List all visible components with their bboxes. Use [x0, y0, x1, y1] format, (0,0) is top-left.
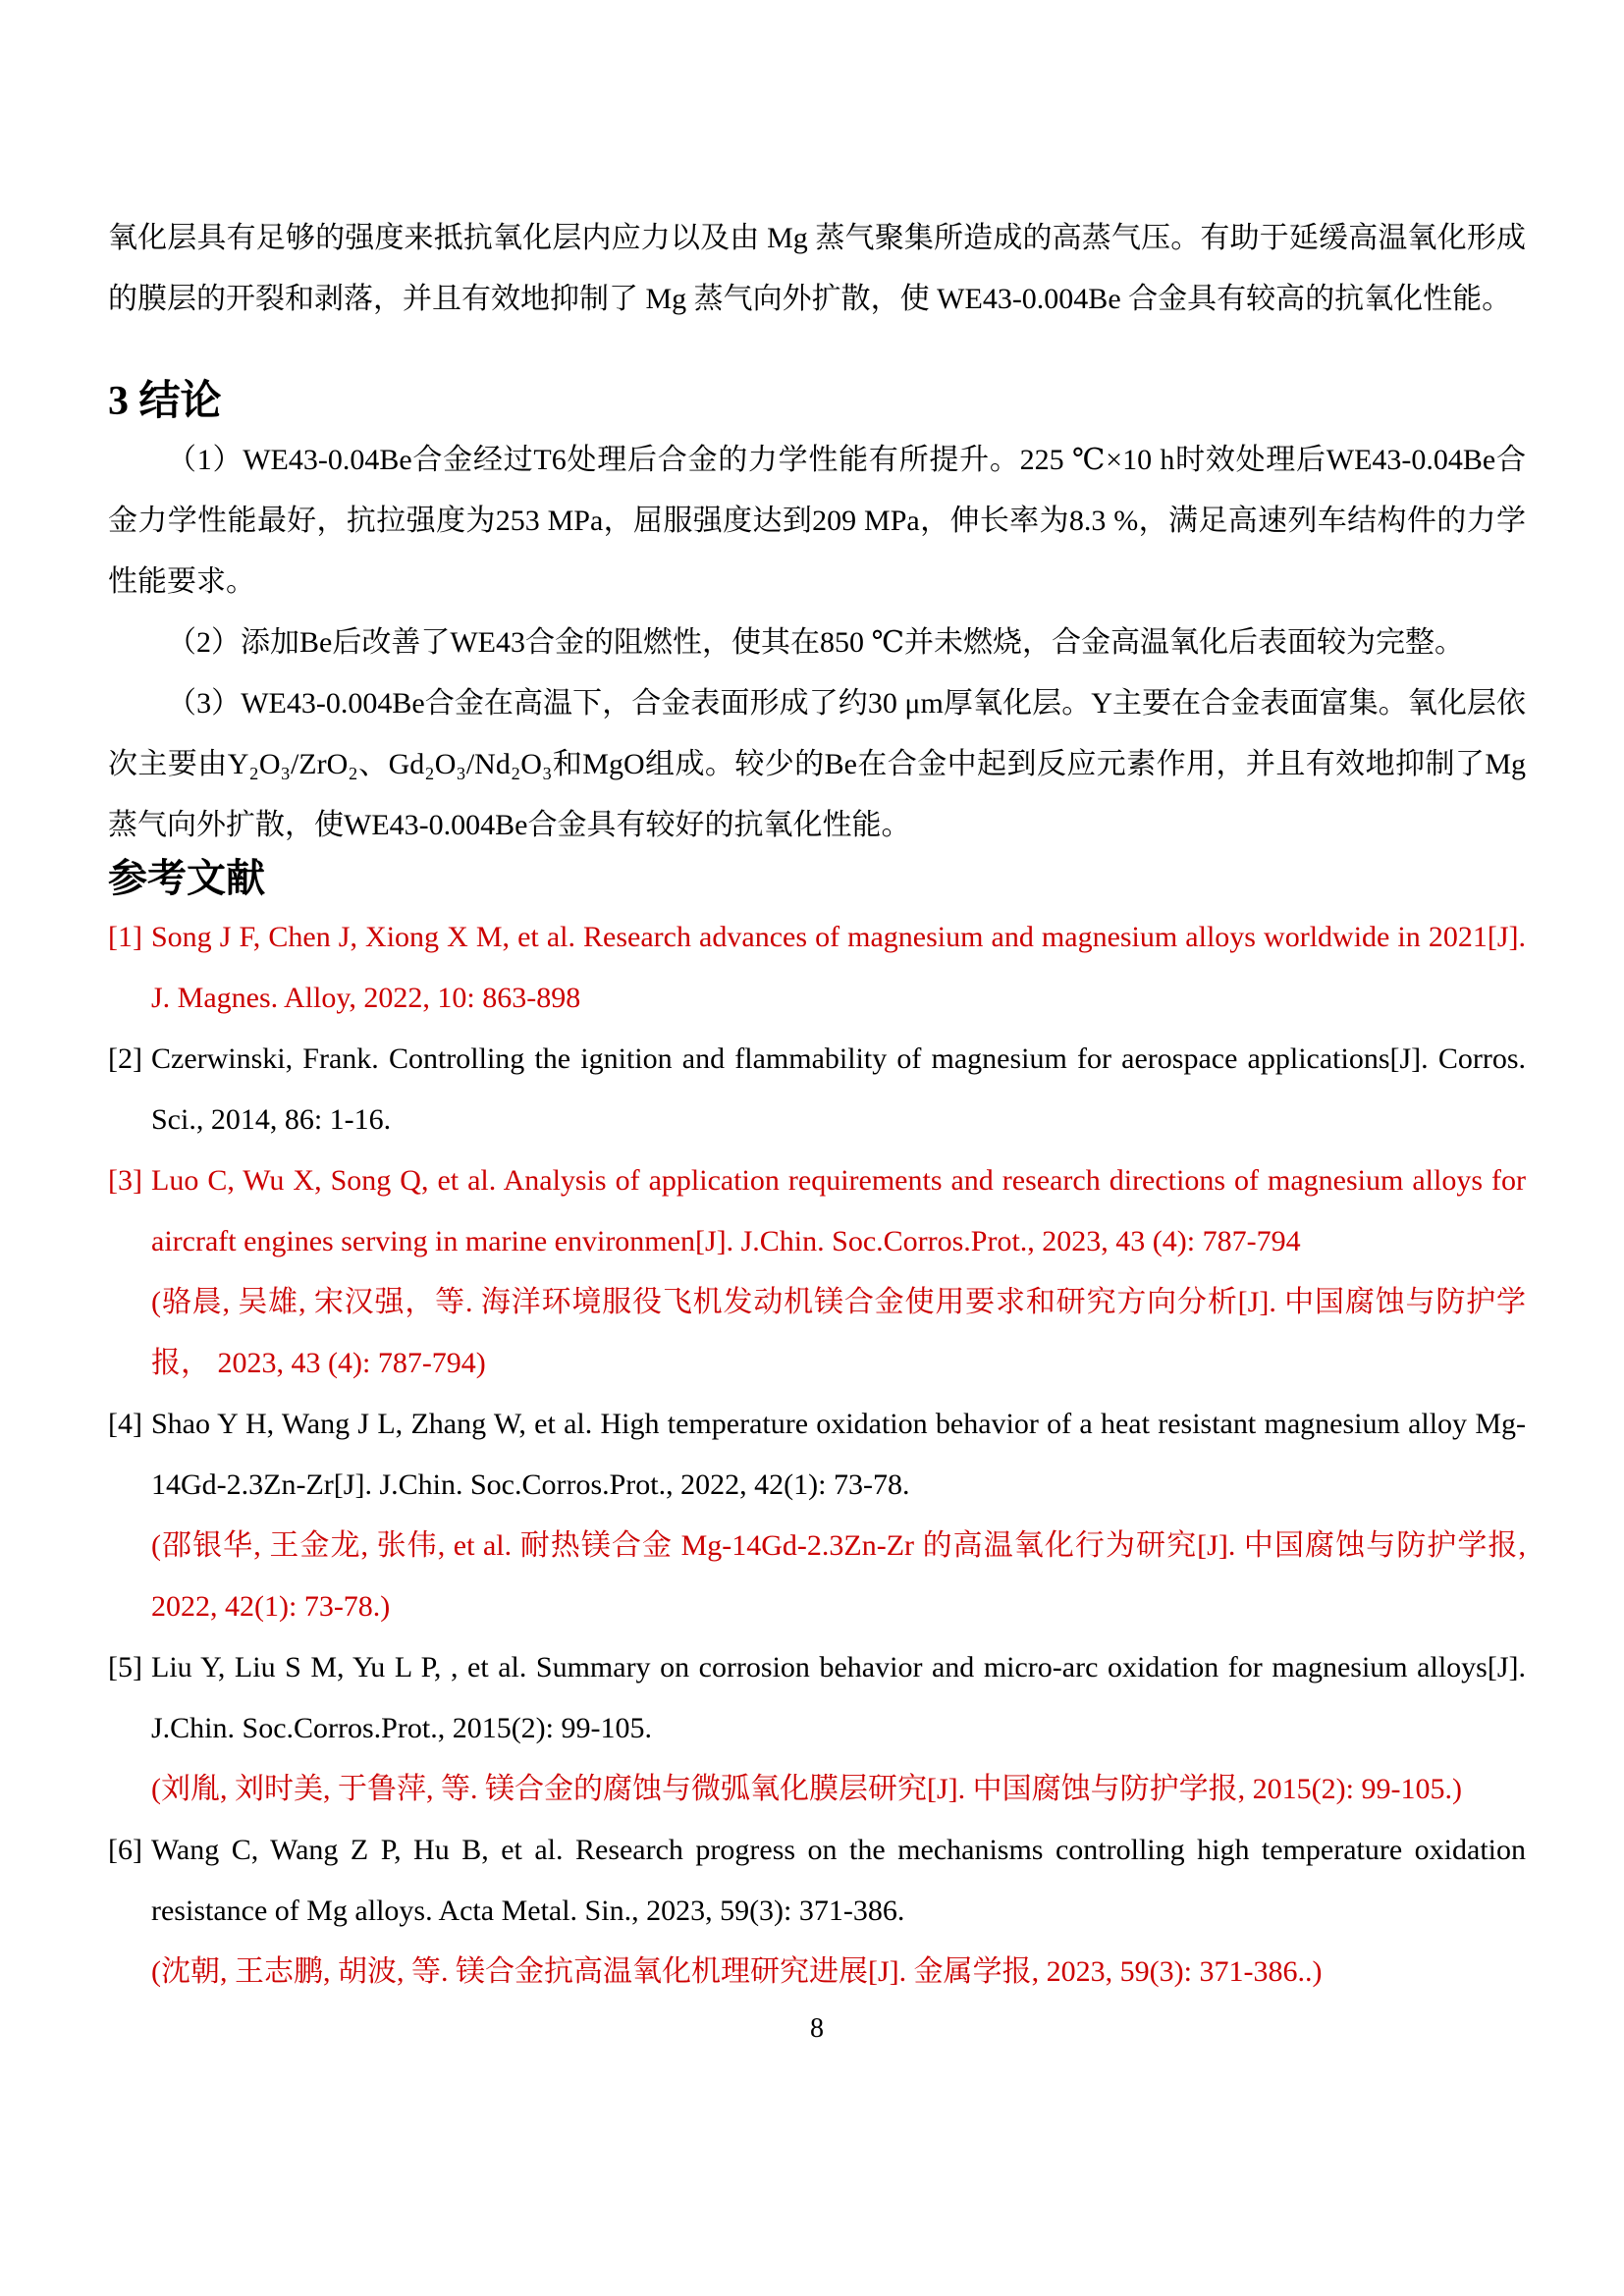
reference-segment: (刘胤, 刘时美, 于鲁萍, 等. 镁合金的腐蚀与微弧氧化膜层研究[J]. 中国腐蚀与防护学报, 2015(2): 99-105.) — [151, 1773, 1462, 1805]
reference-number: [3] — [108, 1164, 142, 1197]
reference-item — [108, 1820, 1526, 2002]
reference-item — [108, 1394, 1526, 1637]
reference-item — [108, 907, 1526, 1029]
reference-segment: (骆晨, 吴雄, 宋汉强，等. 海洋环境服役飞机发动机镁合金使用要求和研究方向分析[J]. 中国腐蚀与防护学报， 2023, 43 (4): 787-794) — [151, 1286, 1526, 1379]
conclusion-item-3: （3）WE43-0.004Be合金在高温下，合金表面形成了约30 μm厚氧化层。Y主要在合金表面富集。氧化层依次主要由Y₂O₃/ZrO₂、Gd₂O₃/Nd₂O₃和MgO组成。较少的Be在合金中起到反应元素作用，并且有效地抑制了Mg蒸气向外扩散，使WE43-0.004Be合金具有较好的抗氧化性能。 — [108, 687, 1526, 841]
reference-number: [6] — [108, 1834, 142, 1866]
page-number: 8 — [810, 2013, 824, 2044]
reference-segment: (沈朝, 王志鹏, 胡波, 等. 镁合金抗高温氧化机理研究进展[J]. 金属学报, 2023, 59(3): 371-386..) — [151, 1955, 1323, 1988]
reference-segment: Czerwinski, Frank. Controlling the ignition and flammability of magnesium for aerospace applications[J]. Corros. Sci., 2014, 86: 1-16. — [151, 1042, 1526, 1136]
references-list — [108, 907, 1526, 2002]
reference-segment: Song J F, Chen J, Xiong X M, et al. Research advances of magnesium and magnesium alloys worldwide in 2021[J]. J. Magnes. Alloy, 2022, 10: 863-898 — [151, 921, 1526, 1014]
reference-item — [108, 1150, 1526, 1394]
reference-segment: (邵银华, 王金龙, 张伟, et al. 耐热镁合金 Mg-14Gd-2.3Zn-Zr 的高温氧化行为研究[J]. 中国腐蚀与防护学报, 2022, 42(1): 73-78.) — [151, 1529, 1526, 1623]
reference-number: [5] — [108, 1651, 142, 1683]
reference-segment: Wang C, Wang Z P, Hu B, et al. Research progress on the mechanisms controlling high temperature oxidation resistance of Mg alloys. Acta Metal. Sin., 2023, 59(3): 371-386. — [151, 1834, 1526, 1927]
conclusion-item-1: （1）WE43-0.04Be合金经过T6处理后合金的力学性能有所提升。225 ℃×10 h时效处理后WE43-0.04Be合金力学性能最好，抗拉强度为253 MPa，屈服强度达到209 MPa，伸长率为8.3 %，满足高速列车结构件的力学性能要求。 — [108, 444, 1526, 598]
reference-segment: Luo C, Wu X, Song Q, et al. Analysis of application requirements and research directions of magnesium alloys for aircraft engines serving in marine environmen[J]. J.Chin. Soc.Corros.Prot., 2023, 43 (4): 787-794 — [151, 1164, 1526, 1257]
conclusion-item-2: （2）添加Be后改善了WE43合金的阻燃性，使其在850 ℃并未燃烧，合金高温氧化后表面较为完整。 — [167, 626, 1465, 659]
references-heading: 参考文献 — [108, 856, 265, 900]
reference-number: [1] — [108, 921, 142, 953]
intro-paragraph: 氧化层具有足够的强度来抵抗氧化层内应力以及由 Mg 蒸气聚集所造成的高蒸气压。有助于延缓高温氧化形成的膜层的开裂和剥落，并且有效地抑制了 Mg 蒸气向外扩散，使 WE43-0.004Be 合金具有较高的抗氧化性能。 — [108, 222, 1526, 315]
reference-segment: Liu Y, Liu S M, Yu L P, , et al. Summary on corrosion behavior and micro-arc oxidation for magnesium alloys[J]. J.Chin. Soc.Corros.Prot., 2015(2): 99-105. — [151, 1651, 1526, 1744]
reference-number: [2] — [108, 1042, 142, 1075]
reference-item — [108, 1029, 1526, 1150]
reference-number: [4] — [108, 1408, 142, 1440]
reference-segment: Shao Y H, Wang J L, Zhang W, et al. High temperature oxidation behavior of a heat resistant magnesium alloy Mg-14Gd-2.3Zn-Zr[J]. J.Chin. Soc.Corros.Prot., 2022, 42(1): 73-78. — [151, 1408, 1526, 1501]
conclusion-heading: 3 结论 — [108, 379, 222, 424]
reference-item — [108, 1637, 1526, 1820]
